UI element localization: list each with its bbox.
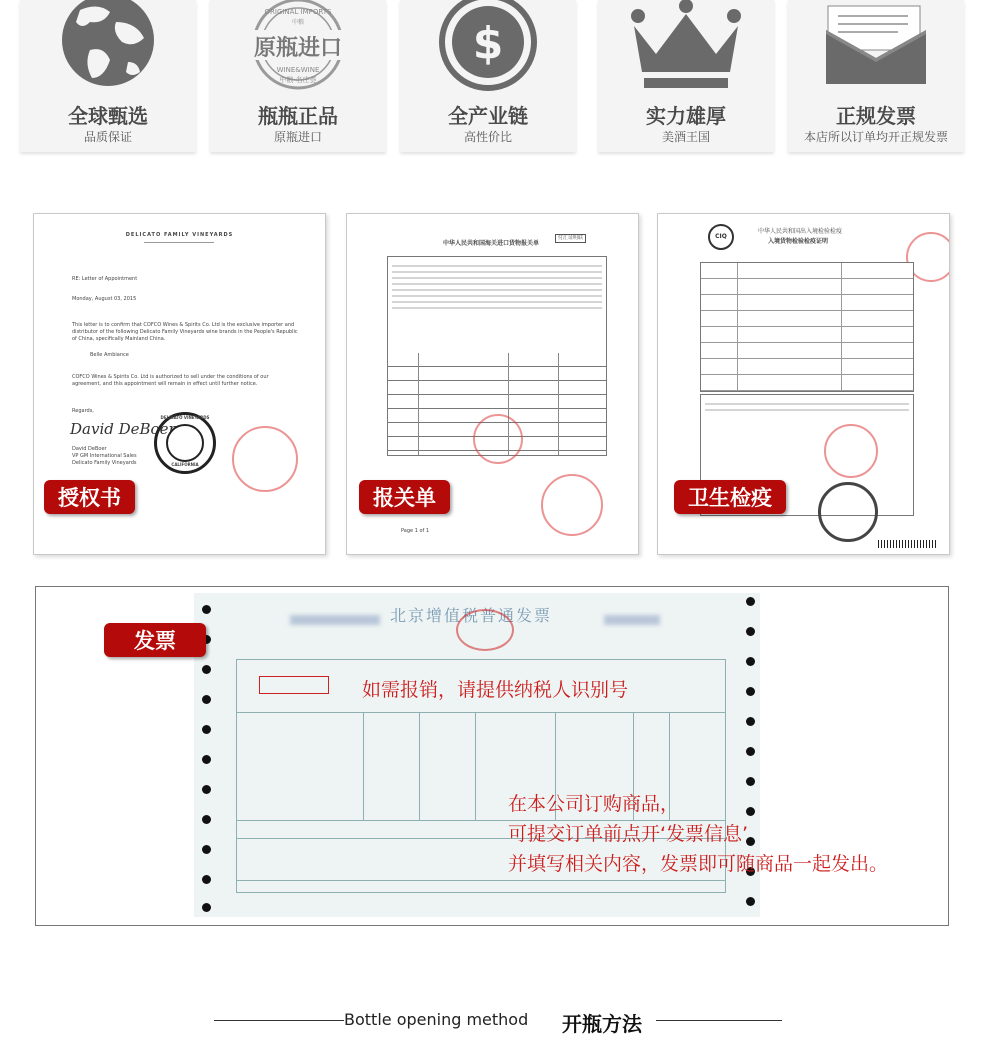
punch-hole bbox=[746, 897, 755, 906]
letterhead: DELICATO FAMILY VINEYARDS bbox=[125, 232, 234, 238]
order-invoice-notice-line-2: 可提交订单前点开‘发票信息’ bbox=[508, 823, 749, 845]
delicato-seal bbox=[154, 412, 216, 474]
letter-paragraph-1: This letter is to confirm that COFCO Wines & Spirits Co. Ltd is the exclusive importer and distributor of the following Delicato Family Vineyards wine brands in the People's Republic of China, specifically Mainland China. bbox=[72, 322, 298, 342]
ciq-logo bbox=[708, 224, 734, 250]
feature-title: 实力雄厚 bbox=[646, 104, 726, 128]
title-divider-left bbox=[214, 1020, 344, 1021]
section-title-en: Bottle opening method bbox=[344, 1010, 529, 1029]
invoice-seal bbox=[456, 609, 514, 651]
feature-subtitle: 品质保证 bbox=[83, 130, 132, 144]
copy-label: 付汇证明联 bbox=[555, 234, 586, 243]
feature-invoice bbox=[788, 0, 964, 152]
feature-subtitle: 本店所以订单均开正规发票 bbox=[803, 130, 948, 144]
customs-seal bbox=[473, 414, 523, 464]
quarantine-red-seal bbox=[824, 424, 878, 478]
punch-hole bbox=[746, 657, 755, 666]
punch-hole bbox=[202, 725, 211, 734]
feature-global-selection bbox=[20, 0, 196, 152]
invoice-image bbox=[35, 586, 949, 926]
punch-hole bbox=[746, 777, 755, 786]
signature: David DeBoer bbox=[70, 420, 176, 438]
svg-text:$: $ bbox=[472, 18, 504, 69]
signer-company: Delicato Family Vineyards bbox=[72, 460, 137, 466]
feature-subtitle: 高性价比 bbox=[463, 130, 512, 144]
punch-hole bbox=[202, 875, 211, 884]
customs-title: 中华人民共和国海关进口货物报关单 bbox=[443, 240, 540, 247]
order-invoice-notice-line-1: 在本公司订购商品， bbox=[508, 793, 680, 815]
seal-brand-text: 中粮 bbox=[291, 19, 305, 26]
re-line: RE: Letter of Appointment bbox=[72, 276, 138, 282]
punch-hole bbox=[746, 687, 755, 696]
punch-hole bbox=[746, 627, 755, 636]
feature-subtitle: 原瓶进口 bbox=[273, 130, 322, 144]
quarantine-header-2: 入境货物检验检疫证明 bbox=[768, 238, 829, 245]
section-title-zh: 开瓶方法 bbox=[562, 1012, 642, 1036]
punch-hole bbox=[202, 695, 211, 704]
punch-hole bbox=[202, 755, 211, 764]
original-imports-seal-icon bbox=[210, 0, 386, 92]
quarantine-table bbox=[700, 262, 914, 392]
letter-paragraph-2: COFCO Wines & Spirits Co. Ltd is authorized to sell under the conditions of our agreement, and this appointment will remain in effect until further notice. bbox=[72, 374, 269, 387]
brand-line: Belle Ambiance bbox=[90, 352, 129, 358]
punch-hole bbox=[202, 785, 211, 794]
seal-footer-text: 中粮·名庄荟 bbox=[279, 76, 317, 84]
envelope-icon bbox=[788, 0, 964, 92]
tag-invoice: 发票 bbox=[104, 623, 206, 657]
signer-title: VP GM International Sales bbox=[72, 453, 137, 459]
authorization-letter-card bbox=[33, 213, 326, 555]
seal-bottom-text: CALIFORNIA bbox=[171, 462, 199, 467]
feature-genuine bbox=[210, 0, 386, 152]
ciq-logo-text: CIQ bbox=[715, 233, 727, 240]
punch-hole bbox=[746, 747, 755, 756]
punch-hole bbox=[202, 845, 211, 854]
customs-table-header bbox=[388, 257, 606, 317]
seal-main-text: 原瓶进口 bbox=[253, 36, 343, 61]
inspection-seal bbox=[818, 482, 878, 542]
feature-title: 全产业链 bbox=[448, 104, 528, 128]
feature-title: 瓶瓶正品 bbox=[258, 104, 338, 128]
order-invoice-notice-line-3: 并填写相关内容，发票即可随商品一起发出。 bbox=[508, 853, 889, 875]
feature-industry-chain bbox=[400, 0, 576, 152]
signer-name: David DeBoer bbox=[72, 446, 107, 452]
date-line: Monday, August 03, 2015 bbox=[72, 296, 137, 302]
punch-hole bbox=[202, 815, 211, 824]
title-divider-right bbox=[656, 1020, 782, 1021]
red-company-seal bbox=[541, 474, 603, 536]
tag-quarantine: 卫生检疫 bbox=[674, 480, 786, 514]
punch-hole bbox=[746, 597, 755, 606]
invoice-header: 北京增值税普通发票 bbox=[390, 606, 553, 625]
taxpayer-id-notice: 如需报销，请提供纳税人识别号 bbox=[362, 679, 629, 701]
customs-declaration-card bbox=[346, 213, 639, 555]
invoice-blurred-code bbox=[290, 615, 380, 625]
tag-customs: 报关单 bbox=[359, 480, 450, 514]
feature-subtitle: 美酒王国 bbox=[661, 130, 710, 144]
section-title-bottle-opening bbox=[0, 1008, 990, 1036]
feature-title: 正规发票 bbox=[836, 104, 916, 128]
punch-hole bbox=[202, 665, 211, 674]
health-quarantine-card bbox=[657, 213, 950, 555]
invoice-blurred-number bbox=[604, 615, 660, 625]
globe-icon bbox=[20, 0, 196, 92]
punch-hole bbox=[202, 605, 211, 614]
feature-strength bbox=[598, 0, 774, 152]
punch-hole bbox=[746, 717, 755, 726]
regards-line: Regards, bbox=[72, 408, 94, 414]
feature-title: 全球甄选 bbox=[68, 104, 148, 128]
barcode bbox=[878, 540, 938, 548]
seal-top-text: ORIGINAL IMPORTS bbox=[264, 8, 332, 16]
crown-icon bbox=[598, 0, 774, 92]
tag-authorization: 授权书 bbox=[44, 480, 135, 514]
taxpayer-id-box bbox=[259, 676, 329, 694]
page-label: Page 1 of 1 bbox=[401, 528, 430, 534]
dollar-coin-icon bbox=[400, 0, 576, 92]
punch-hole bbox=[202, 903, 211, 912]
red-company-seal bbox=[232, 426, 298, 492]
seal-top-text: DELICATO VINEYARDS bbox=[160, 415, 210, 420]
punch-hole bbox=[746, 807, 755, 816]
seal-bottom-text: WINE&WINE bbox=[276, 66, 320, 74]
quarantine-header-1: 中华人民共和国出入境检验检疫 bbox=[758, 228, 843, 235]
